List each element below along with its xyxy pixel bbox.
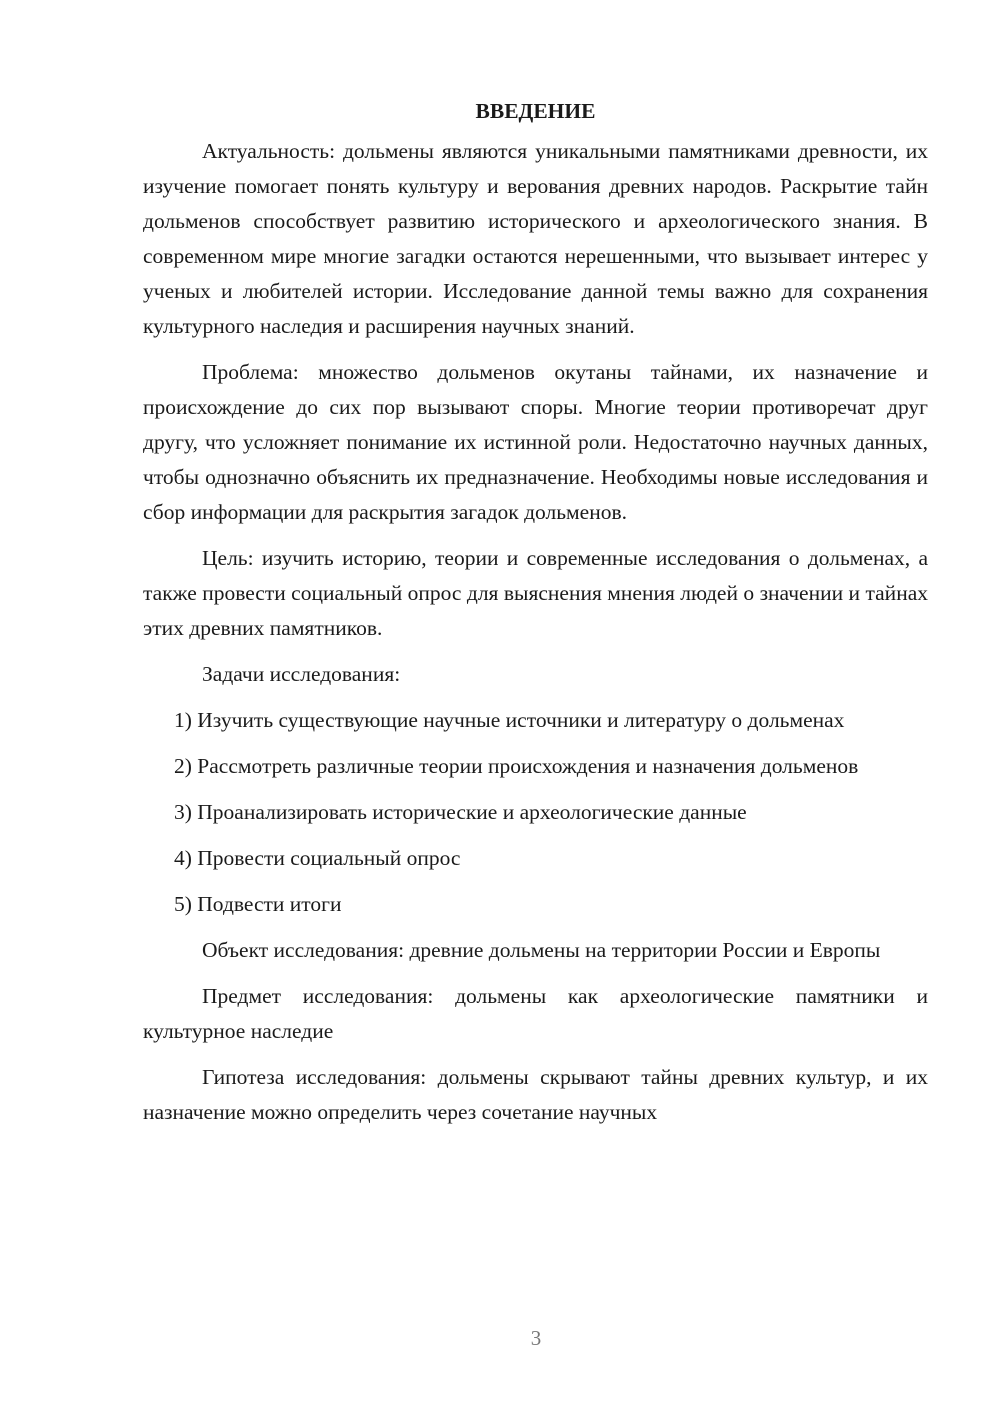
list-item-task-5: 5) Подвести итоги (174, 892, 342, 916)
document-page (143, 96, 928, 1141)
paragraph-subject: Предмет исследования: дольмены как археологические памятники и культурное наследие (143, 984, 928, 1043)
tasks-heading: Задачи исследования: (202, 662, 401, 686)
list-item-task-4: 4) Провести социальный опрос (174, 846, 461, 870)
paragraph-relevance: Актуальность: дольмены являются уникальными памятниками древности, их изучение помогает понять культуру и верования древних народов. Раскрытие тайн дольменов способствует развитию исторического и археологического знания. В современном мире многие загадки остаются нерешенными, что вызывает интерес у ученых и любителей истории. Исследование данной темы важно для сохранения культурного наследия и расширения научных знаний. (143, 139, 928, 338)
page-title: ВВЕДЕНИЕ (475, 99, 596, 123)
list-item-task-3: 3) Проанализировать исторические и археологические данные (174, 800, 747, 824)
paragraph-problem: Проблема: множество дольменов окутаны тайнами, их назначение и происхождение до сих пор вызывают споры. Многие теории противоречат друг другу, что усложняет понимание их истинной роли. Недостаточно научных данных, чтобы однозначно объяснить их предназначение. Необходимы новые исследования и сбор информации для раскрытия загадок дольменов. (143, 360, 928, 524)
paragraph-object: Объект исследования: древние дольмены на территории России и Европы (202, 938, 881, 962)
paragraph-hypothesis: Гипотеза исследования: дольмены скрывают тайны древних культур, и их назначение можно определить через сочетание научных (143, 1065, 928, 1124)
list-item-task-1: 1) Изучить существующие научные источники и литературу о дольменах (174, 708, 845, 732)
paragraph-goal: Цель: изучить историю, теории и современные исследования о дольменах, а также провести социальный опрос для выяснения мнения людей о значении и тайнах этих древних памятников. (143, 546, 928, 640)
page-number: 3 (530, 1326, 542, 1350)
list-item-task-2: 2) Рассмотреть различные теории происхождения и назначения дольменов (174, 754, 859, 778)
